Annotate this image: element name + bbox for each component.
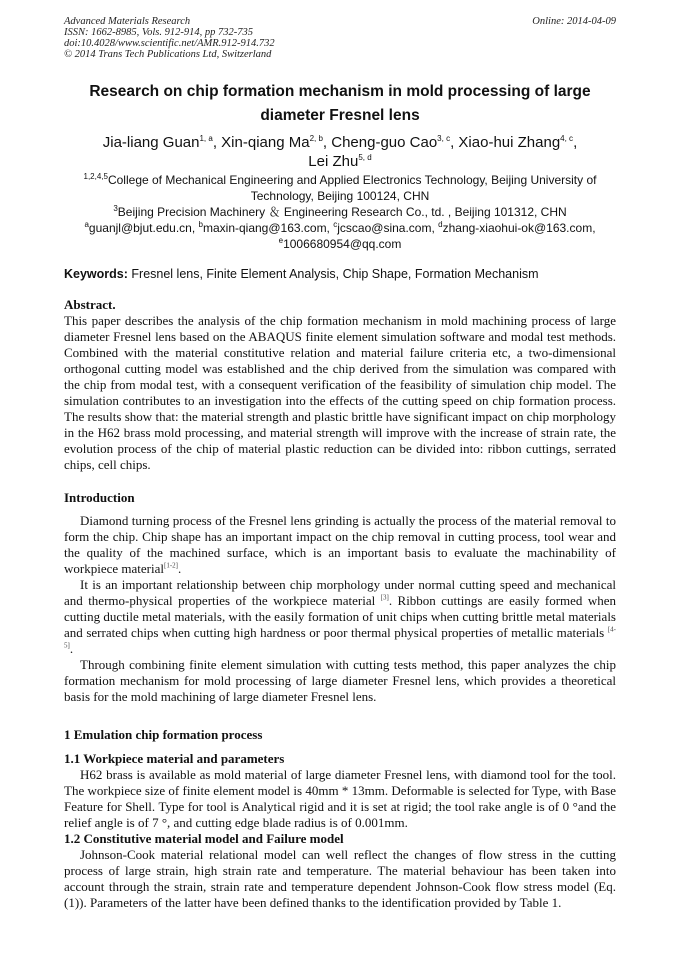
abstract-text: This paper describes the analysis of the chip formation mechanism in mold machining process of large diameter Fresnel lens based on the ABAQUS finite element simulation software and modal test methods. Combined with the material constitutive relation and material failure criteria etc, a two-dimensional orthogonal cutting model was established and the chip derived from the simulation was compared with the chip from modal test, with a consequent verification of the feasibility of simulation chip model. The simulation contributes to an investigation into the effects of the cutting speed on chip formation process. The results show that: the material strength and plastic brittle have significant impact on chip morphology in the H62 brass mold processing, and material strength will improve with the increase of strain rate, the evolution process of the chip of material plastic reduction can be divided into: ribbon cuttings, serrated chips, cell chips. [64,313,616,472]
online-date: Online: 2014-04-09 [532,16,616,27]
paper-title [64,80,616,128]
introduction-heading: Introduction [64,490,135,505]
author-name: Lei Zhu [308,153,359,170]
author-list: Jia-liang Guan$^{1, a}$, Xin-qiang Ma$^{2, b}$, Cheng-guo Cao$^{3, c}$, Xiao-hui Zhang$^{4, c}$, Lei Zhu$^{5, d}$ [102,134,578,170]
citation[interactable]: [3] [380,593,389,602]
affiliations [64,172,616,252]
intro-paragraph-3: Through combining finite element simulation with cutting tests method, this paper analyzes the chip formation mechanism for mold processing of large diameter Fresnel lens, which provides a theoretical basis for the mold machining of large diameter Fresnel lens. [64,657,616,704]
subsection-1-2-heading: 1.2 Constitutive material model and Failure model [64,831,344,846]
email-link[interactable]: jcscao@sina.com, [337,221,435,235]
keywords-label: Keywords: [64,267,128,281]
section-1-heading: 1 Emulation chip formation process [64,727,263,742]
section-1 [64,727,616,911]
author-sup: 1, a [199,134,213,143]
keywords-text: Fresnel lens, Finite Element Analysis, Chip Shape, Formation Mechanism [131,267,539,281]
email-list: $^a$guanjl@bjut.edu.cn, $^b$maxin-qiang@163.com, $^c$jcscao@sina.com, $^d$zhang-xiaohui-ok@163.com, $^e$1006680954@qq.com [84,220,596,251]
email-link[interactable]: 1006680954@qq.com [283,237,402,251]
issn-line: ISSN: 1662-8985, Vols. 912-914, pp 732-735 [64,27,253,38]
email-link[interactable]: guanjl@bjut.edu.cn, [88,221,196,235]
intro-paragraph-1: Diamond turning process of the Fresnel lens grinding is actually the process of the material removal to form the chip. Chip shape has an important impact on the chip removal in cutting process, tool wear and the quality of the machined surface, which is an important basis to evaluate the machinability of workpiece material[1-2]. [64,513,616,576]
author-sup: 4, c [560,134,574,143]
author-name: Jia-liang Guan [102,134,200,151]
abstract-section [64,297,616,473]
subsection-1-2-text: Johnson-Cook material relational model can well reflect the changes of flow stress in the cutting process of large strain, high strain rate and temperature. The material behaviour has been taken into account through the strain, strain rate and temperature dependent Johnson-Cook flow stress model (Eq. (1)). Parameters of the latter have been defined thanks to the identification provided by Table 1. [64,847,616,910]
author-sup: 5, d [358,153,372,162]
email-link[interactable]: zhang-xiaohui-ok@163.com, [442,221,596,235]
subsection-1-1-heading: 1.1 Workpiece material and parameters [64,751,285,766]
introduction-section [64,490,616,705]
doi-line[interactable]: doi:10.4028/www.scientific.net/AMR.912-914.732 [64,38,275,49]
copyright-line: © 2014 Trans Tech Publications Ltd, Switzerland [64,49,272,60]
subsection-1-1-text: H62 brass is available as mold material of large diameter Fresnel lens, with diamond tool for the tool. The workpiece size of finite element model is 40mm * 13mm. Deformable is selected for Type, with Base Feature for Shell. Type for tool is Analytical rigid and it is set at rigid; the tool rake angle is of 0 °and the relief angle is of 7 °, and cutting edge blade radius is of 0.001mm. [64,767,616,830]
title-line-1: Research on chip formation mechanism in mold processing of large [89,83,591,100]
citation[interactable]: [1-2] [163,561,178,570]
journal-name: Advanced Materials Research [64,16,191,27]
abstract-heading: Abstract. [64,297,116,312]
email-link[interactable]: maxin-qiang@163.com, [202,221,330,235]
intro-paragraph-2: It is an important relationship between chip morphology under normal cutting speed and mechanical and thermo-physical properties of the workpiece material [3]. Ribbon cuttings are easily formed when cutting ductile metal materials, with the easily formation of unit chips when cutting brittle metal materials and serrated chips when cutting high hardness or poor thermal physical properties of metallic materials [4-5]. [64,577,616,656]
title-line-2: diameter Fresnel lens [260,107,420,124]
affiliation-2: $^3$Beijing Precision Machinery ＆ Engineering Research Co., td. , Beijing 101312, CHN [113,204,567,219]
author-sup: 2, b [309,134,323,143]
author-sup: 3, c [437,134,451,143]
affiliation-1: $^{1,2,4,5}$College of Mechanical Engineering and Applied Electronics Technology, Beijing University of Technology, Beijing 100124, CHN [83,172,597,203]
citation[interactable]: [4-5] [64,625,616,650]
author-name: Cheng-guo Cao [331,134,438,151]
journal-header [64,16,616,60]
author-name: Xiao-hui Zhang [458,134,561,151]
keywords [64,266,616,282]
author-name: Xin-qiang Ma [221,134,310,151]
